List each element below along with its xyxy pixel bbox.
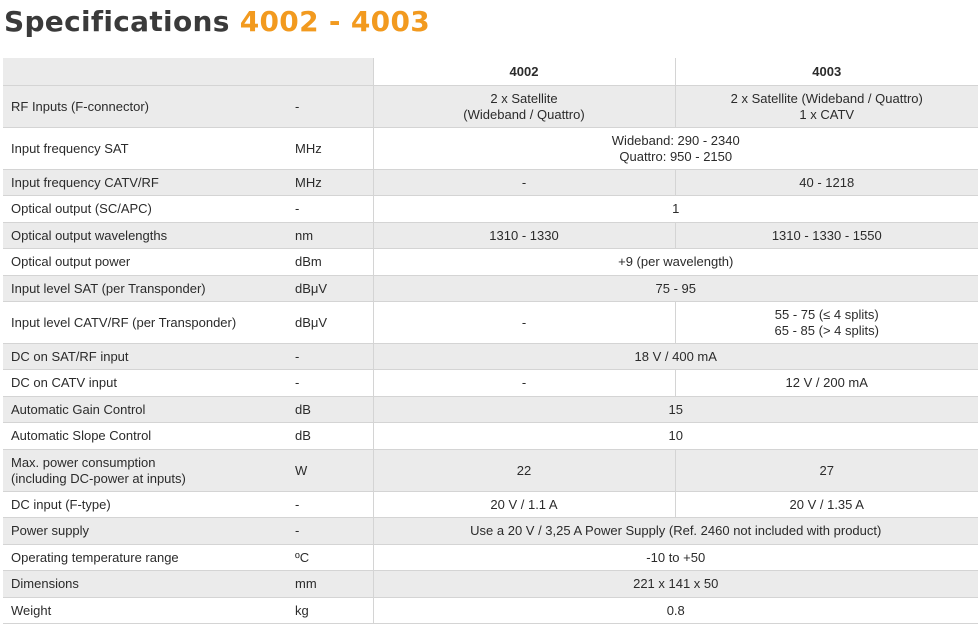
header-row [3,58,978,86]
table-row [3,545,978,571]
value-cell-4003 [675,170,978,196]
unit-cell [294,302,373,344]
parameter-cell [3,128,294,170]
value-line: 18 V / 400 mA [634,348,717,364]
value-cell-4002 [373,86,675,128]
parameter-cell [3,492,294,518]
parameter-cell [3,598,294,624]
unit-cell [294,249,373,276]
value-cell-both [373,249,978,276]
parameter-cell [3,249,294,276]
value-line: 1 [672,201,680,216]
unit-line: dBm [295,254,322,269]
parameter-cell [3,302,294,344]
unit-cell [294,518,373,545]
value-line: (Wideband / Quattro) [463,106,585,122]
unit-cell [294,128,373,170]
parameter-line: DC on CATV input [11,375,117,390]
table-row [3,196,978,223]
parameter-line: Input frequency CATV/RF [11,174,159,190]
value-line: Wideband: 290 - 2340 [611,132,740,148]
value-cell-both [373,423,978,450]
value-line: 2 x Satellite [490,90,558,106]
unit-cell [294,545,373,571]
value-cell-both [373,518,978,545]
unit-line: MHz [295,174,322,190]
header-blank [3,58,373,86]
title-prefix: Specifications [4,5,240,38]
table-row [3,249,978,276]
value-line: 20 V / 1.1 A [490,496,558,512]
unit-line: - [295,348,300,364]
value-line: 65 - 85 (> 4 splits) [774,322,879,338]
value-cell-4002 [373,302,675,344]
value-cell-both [373,344,978,370]
value-line: 1 x CATV [799,106,855,122]
value-line: 10 [668,428,683,443]
value-cell-4002 [373,450,675,492]
value-cell-4003 [675,370,978,397]
table-row [3,128,978,170]
unit-line: dB [295,401,311,417]
parameter-cell [3,344,294,370]
table-row [3,423,978,450]
parameter-line: DC input (F-type) [11,496,111,512]
unit-cell [294,86,373,128]
table-row [3,86,978,128]
specifications-table [3,58,978,624]
table-row [3,344,978,370]
unit-line: dBμV [295,280,328,296]
value-line: -10 to +50 [646,549,706,565]
parameter-line: Dimensions [11,576,79,591]
value-line: 27 [819,462,834,478]
parameter-line: Optical output wavelengths [11,227,168,243]
unit-line: - [295,98,300,114]
value-line: 2 x Satellite (Wideband / Quattro) [730,90,923,106]
parameter-line: DC on SAT/RF input [11,348,129,364]
value-cell-4003 [675,223,978,249]
value-cell-both [373,397,978,423]
value-line: Use a 20 V / 3,25 A Power Supply (Ref. 2460 not included with product) [470,523,882,538]
table-row [3,170,978,196]
unit-cell [294,598,373,624]
unit-line: - [295,496,300,512]
table-row [3,302,978,344]
table-row [3,276,978,302]
unit-line: W [295,462,308,478]
unit-line: mm [295,576,317,591]
table-row [3,518,978,545]
value-line: 20 V / 1.35 A [789,496,864,512]
parameter-line: Weight [11,602,52,618]
unit-line: - [295,201,300,216]
parameter-cell [3,423,294,450]
value-line: 1310 - 1330 [489,227,559,243]
value-line: 15 [668,401,683,417]
unit-cell [294,344,373,370]
unit-cell [294,492,373,518]
value-line: Quattro: 950 - 2150 [619,148,733,164]
unit-line: dBμV [295,314,328,330]
unit-cell [294,397,373,423]
parameter-line: Max. power consumption [11,454,156,470]
parameter-line: (including DC-power at inputs) [11,470,186,486]
value-line: - [521,174,527,190]
value-cell-both [373,545,978,571]
value-line: 22 [516,462,532,478]
value-line: 40 - 1218 [799,174,855,190]
parameter-cell [3,397,294,423]
parameter-line: Input frequency SAT [11,140,129,156]
parameter-cell [3,276,294,302]
value-cell-4003 [675,450,978,492]
table-row [3,397,978,423]
value-line: - [521,375,527,390]
unit-cell [294,571,373,598]
table-row [3,223,978,249]
unit-cell [294,423,373,450]
parameter-line: Automatic Slope Control [11,428,152,443]
spec-rows [3,86,978,624]
parameter-line: Operating temperature range [11,549,179,565]
value-cell-4002 [373,492,675,518]
value-line: 75 - 95 [655,280,696,296]
parameter-line: Power supply [11,523,90,538]
value-line: 55 - 75 (≤ 4 splits) [774,306,879,322]
unit-cell [294,450,373,492]
unit-cell [294,223,373,249]
value-cell-4002 [373,223,675,249]
page-title [4,2,430,42]
unit-cell [294,170,373,196]
column-header-4003: 4003 [675,58,978,86]
value-line: 0.8 [666,602,685,618]
parameter-cell [3,370,294,397]
value-cell-both [373,571,978,598]
parameter-line: Input level SAT (per Transponder) [11,280,206,296]
value-line: 12 V / 200 mA [785,375,868,390]
value-cell-4003 [675,86,978,128]
unit-cell [294,196,373,223]
value-line: 1310 - 1330 - 1550 [771,227,882,243]
unit-line: - [295,375,300,390]
parameter-cell [3,196,294,223]
parameter-line: Automatic Gain Control [11,401,146,417]
unit-line: MHz [295,140,322,156]
value-cell-both [373,128,978,170]
title-models: 4002 - 4003 [239,5,431,38]
unit-line: ºC [295,549,310,565]
value-cell-both [373,196,978,223]
parameter-cell [3,518,294,545]
value-line: 221 x 141 x 50 [633,576,719,591]
unit-line: - [295,523,300,538]
unit-cell [294,370,373,397]
unit-cell [294,276,373,302]
parameter-cell [3,571,294,598]
parameter-line: Optical output power [11,254,131,269]
value-cell-4002 [373,370,675,397]
column-header-4002: 4002 [373,58,675,86]
unit-line: kg [295,602,309,618]
value-cell-both [373,276,978,302]
value-cell-4003 [675,492,978,518]
value-line: +9 (per wavelength) [618,254,734,269]
parameter-cell [3,223,294,249]
parameter-cell [3,170,294,196]
value-cell-4002 [373,170,675,196]
value-line: - [521,314,527,330]
table-row [3,598,978,624]
unit-line: nm [295,227,314,243]
table-row [3,450,978,492]
parameter-cell [3,450,294,492]
parameter-line: RF Inputs (F-connector) [11,98,149,114]
value-cell-both [373,598,978,624]
unit-line: dB [295,428,311,443]
table-row [3,492,978,518]
table-row [3,571,978,598]
parameter-line: Input level CATV/RF (per Transponder) [11,314,237,330]
parameter-cell [3,86,294,128]
value-cell-4003 [675,302,978,344]
parameter-line: Optical output (SC/APC) [11,201,152,216]
table-row [3,370,978,397]
parameter-cell [3,545,294,571]
